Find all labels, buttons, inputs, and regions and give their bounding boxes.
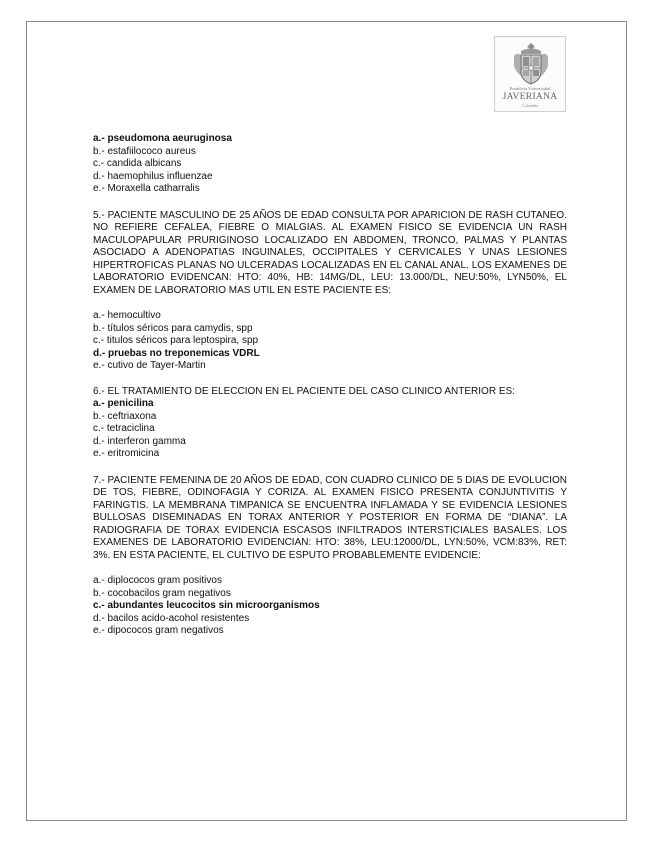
question-5-text: 5.- PACIENTE MASCULINO DE 25 AÑOS DE EDAD CONSULTA POR APARICION DE RASH CUTANEO. NO REFIERE CEFALEA, FIEBRE O MIALGIAS. AL EXAMEN FISICO SE EVIDENCIA UN RASH MACULOPAPULAR PRURIGINOSO LOCALIZADO EN ABDOMEN, TRONCO, PALMAS Y PLANTAS ASOCIADO A ADENOPATIAS INGUINALES, OCCIPITALES Y CERVICALES Y UNAS LESIONES HIPERTROFICAS PLANAS NO ULCERADAS LOCALIZADAS EN EL CANAL ANAL. LOS EXAMENES DE LABORATORIO EVIDENCAN: HTO: 40%, HB: 14MG/DL, LEU: 13.000/DL, NEU:50%, LYN50%, EL EXAMEN DE LABORATORIO MAS UTIL EN ESTE PACIENTE ES: bbox=[93, 209, 567, 296]
option-item: d.- interferon gamma bbox=[93, 435, 186, 447]
document-page bbox=[26, 21, 627, 821]
option-item: a.- pseudomona aeuruginosa bbox=[93, 133, 232, 144]
option-item: d.- bacilos acido-acohol resistentes bbox=[93, 612, 250, 624]
option-item: e.- dipococos gram negativos bbox=[93, 625, 224, 636]
document-content bbox=[93, 133, 567, 638]
logo-city: Colombia bbox=[522, 103, 538, 108]
option-item: d.- haemophilus influenzae bbox=[93, 170, 213, 182]
question-5-options bbox=[93, 310, 567, 373]
option-item: a.- hemocultivo bbox=[93, 310, 161, 321]
logo-name: JAVERIANA bbox=[502, 92, 558, 102]
option-item: a.- penicilina bbox=[93, 398, 154, 409]
university-logo bbox=[494, 36, 566, 112]
option-item: d.- pruebas no treponemicas VDRL bbox=[93, 347, 260, 359]
question-6-options bbox=[93, 398, 567, 461]
option-item: e.- cutivo de Tayer-Martin bbox=[93, 360, 206, 371]
question-7-text: 7.- PACIENTE FEMENINA DE 20 AÑOS DE EDAD, CON CUADRO CLINICO DE 5 DIAS DE EVOLUCION DE TOS, FIEBRE, ODINOFAGIA Y CORIZA. AL EXAMEN FISICO PRESENTA CONJUNTIVITIS Y FARINGTIS. LA MEMBRANA TIMPANICA SE ENCUENTRA INFLAMADA Y SE EVIDENCIA LESIONES BULLOSAS DISEMINADAS EN TORAX ANTERIOR Y POSTERIOR EN FORMA DE “DIANA”. LA RADIOGRAFIA DE TORAX EVIDENCIA ESCASOS INFILTRADOS INTERSTICIALES BASALES. LOS EXAMENES DE LABORATORIO EVIDENCIAN: HTO: 38%, LEU:12000/DL, LYN:50%, VCM:83%, RET: 3%. EN ESTA PACIENTE, EL CULTIVO DE ESPUTO PROBABLEMENTE EVIDENCIE: bbox=[93, 474, 567, 561]
option-item: e.- eritromicina bbox=[93, 448, 160, 459]
question-6-text: 6.- EL TRATAMIENTO DE ELECCION EN EL PACIENTE DEL CASO CLINICO ANTERIOR ES: bbox=[93, 385, 515, 397]
logo-university-label: Pontificia Universidad bbox=[509, 86, 551, 91]
question-7-options bbox=[93, 575, 567, 638]
option-item: b.- ceftriaxona bbox=[93, 410, 157, 422]
option-item: c.- candida albicans bbox=[93, 158, 182, 169]
option-item: c.- titulos séricos para leptospira, spp bbox=[93, 335, 259, 346]
option-item: c.- abundantes leucocitos sin microorganismos bbox=[93, 600, 320, 611]
option-item: c.- tetraciclina bbox=[93, 423, 155, 434]
option-item: b.- estafiilococo aureus bbox=[93, 145, 196, 157]
coat-of-arms-icon bbox=[512, 42, 550, 86]
option-item: b.- cocobacilos gram negativos bbox=[93, 587, 231, 599]
options-block-1 bbox=[93, 133, 567, 196]
option-item: a.- diplococos gram positivos bbox=[93, 575, 222, 586]
option-item: e.- Moraxella catharralis bbox=[93, 183, 200, 194]
option-item: b.- títulos séricos para camydis, spp bbox=[93, 322, 253, 334]
